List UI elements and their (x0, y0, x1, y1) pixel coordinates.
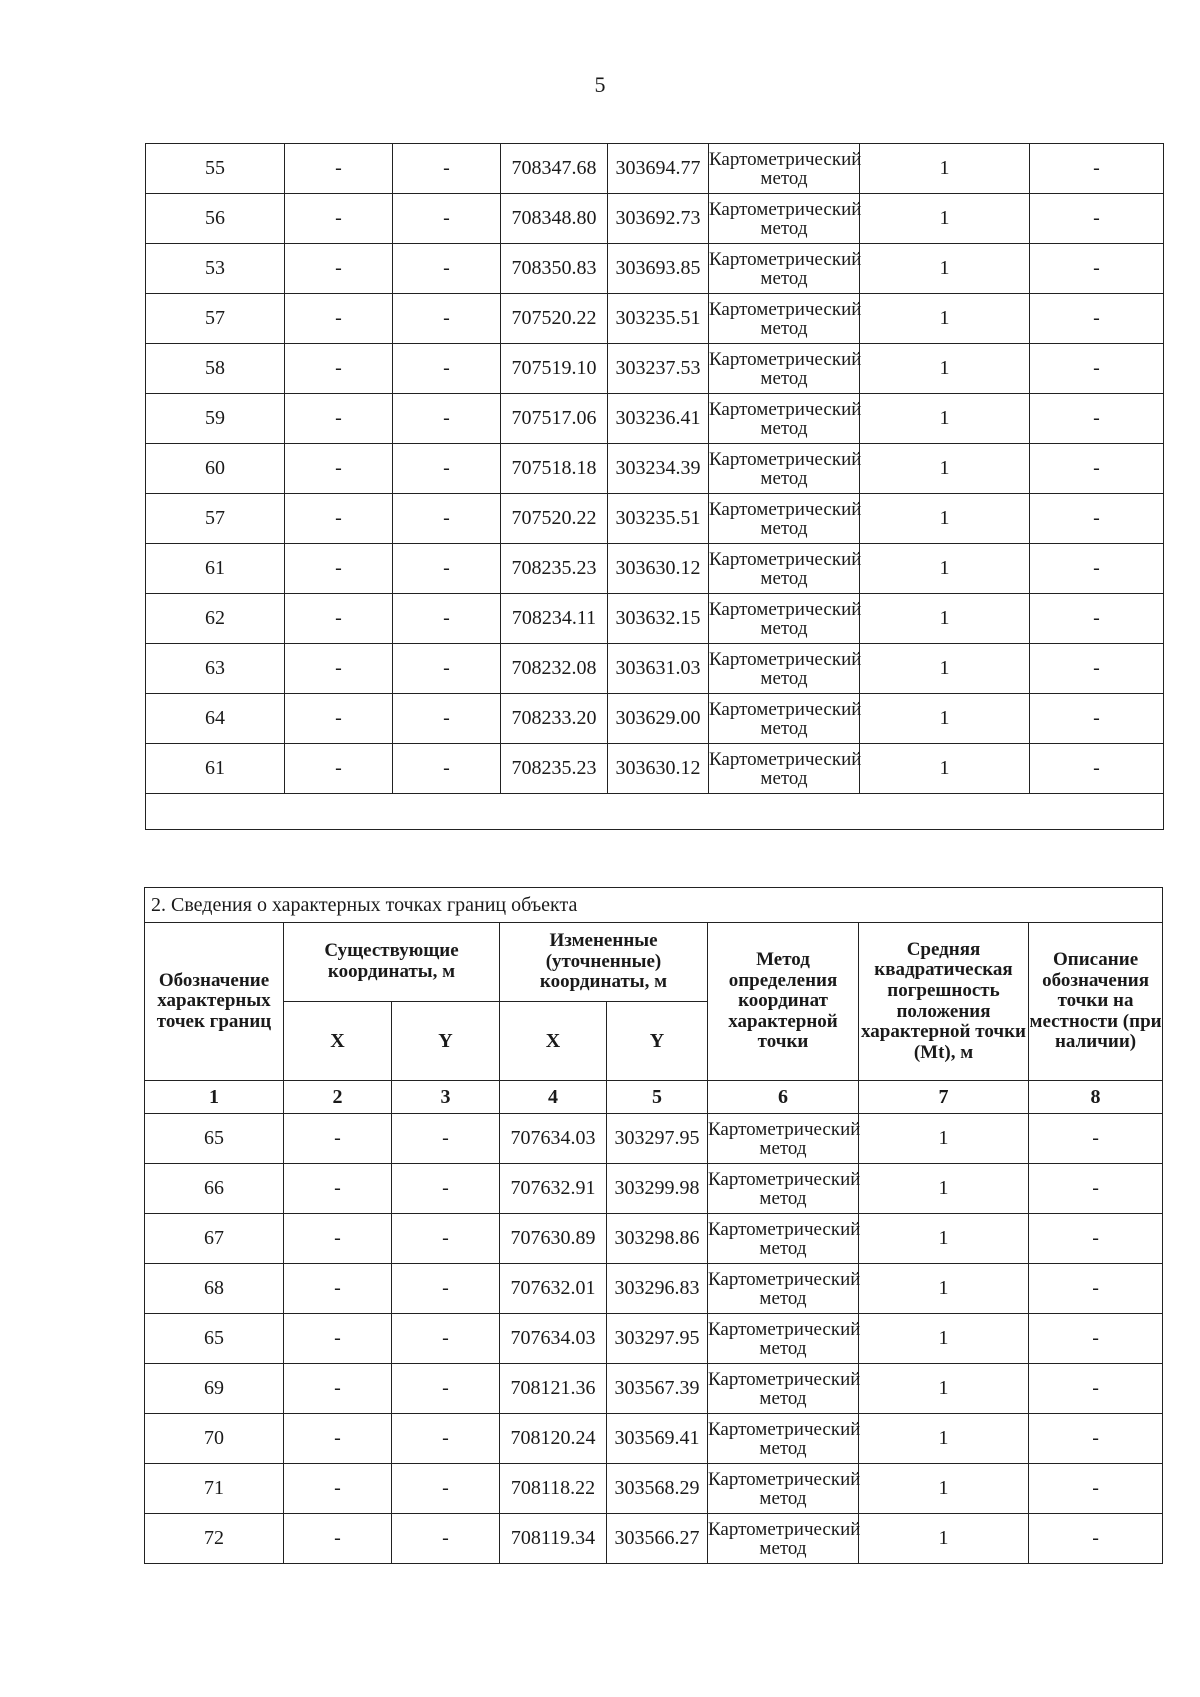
cell-existing-x: - (284, 1314, 392, 1364)
cell-description: - (1029, 1164, 1163, 1214)
cell-description: - (1030, 444, 1164, 494)
column-number: 7 (859, 1081, 1029, 1114)
cell-y: 303632.15 (608, 594, 709, 644)
column-number: 6 (708, 1081, 859, 1114)
cell-x: 708347.68 (501, 144, 608, 194)
cell-point: 57 (146, 494, 285, 544)
table-row (146, 644, 1164, 694)
empty-cell (146, 794, 1164, 830)
cell-x: 708234.11 (501, 594, 608, 644)
cell-mt: 1 (860, 594, 1030, 644)
cell-existing-x: - (284, 1214, 392, 1264)
cell-point: 63 (146, 644, 285, 694)
cell-existing-y: - (393, 294, 501, 344)
cell-existing-x: - (284, 1264, 392, 1314)
cell-existing-y: - (393, 494, 501, 544)
cell-point: 55 (146, 144, 285, 194)
table-row (146, 544, 1164, 594)
cell-method: Картометрический метод (709, 394, 860, 444)
table-row (146, 194, 1164, 244)
column-number: 5 (607, 1081, 708, 1114)
cell-mt: 1 (859, 1414, 1029, 1464)
cell-method: Картометрический метод (709, 244, 860, 294)
cell-point: 72 (145, 1514, 284, 1564)
cell-existing-y: - (392, 1364, 500, 1414)
cell-point: 67 (145, 1214, 284, 1264)
cell-description: - (1029, 1514, 1163, 1564)
table-row (146, 444, 1164, 494)
cell-existing-y: - (393, 594, 501, 644)
cell-mt: 1 (859, 1514, 1029, 1564)
cell-existing-y: - (392, 1164, 500, 1214)
cell-description: - (1030, 744, 1164, 794)
cell-existing-y: - (393, 444, 501, 494)
table1-body (146, 144, 1164, 830)
cell-existing-y: - (392, 1464, 500, 1514)
cell-existing-y: - (393, 744, 501, 794)
table-caption: 2. Сведения о характерных точках границ объекта (145, 888, 1163, 923)
table-row (145, 1114, 1163, 1164)
cell-y: 303630.12 (608, 544, 709, 594)
table-row (146, 694, 1164, 744)
cell-mt: 1 (859, 1114, 1029, 1164)
cell-method: Картометрический метод (709, 294, 860, 344)
cell-mt: 1 (860, 244, 1030, 294)
table-row (145, 1464, 1163, 1514)
cell-existing-x: - (284, 1514, 392, 1564)
cell-description: - (1030, 544, 1164, 594)
cell-existing-x: - (285, 644, 393, 694)
table-row (145, 1164, 1163, 1214)
cell-existing-x: - (284, 1164, 392, 1214)
cell-mt: 1 (860, 544, 1030, 594)
cell-x: 708350.83 (501, 244, 608, 294)
cell-method: Картометрический метод (709, 644, 860, 694)
cell-method: Картометрический метод (709, 494, 860, 544)
cell-y: 303631.03 (608, 644, 709, 694)
cell-mt: 1 (860, 194, 1030, 244)
table-row (146, 594, 1164, 644)
cell-existing-y: - (393, 244, 501, 294)
cell-x: 707518.18 (501, 444, 608, 494)
cell-x: 707519.10 (501, 344, 608, 394)
cell-y: 303629.00 (608, 694, 709, 744)
table-row (146, 294, 1164, 344)
cell-x: 708235.23 (501, 544, 608, 594)
cell-point: 53 (146, 244, 285, 294)
cell-description: - (1030, 294, 1164, 344)
cell-method: Картометрический метод (709, 194, 860, 244)
cell-x: 708121.36 (500, 1364, 607, 1414)
table-row (145, 1514, 1163, 1564)
column-number: 4 (500, 1081, 607, 1114)
cell-method: Картометрический метод (709, 344, 860, 394)
cell-point: 68 (145, 1264, 284, 1314)
header-description: Описание обозначения точки на местности (при наличии) (1029, 923, 1163, 1081)
column-number: 3 (392, 1081, 500, 1114)
cell-y: 303299.98 (607, 1164, 708, 1214)
cell-description: - (1029, 1114, 1163, 1164)
cell-point: 69 (145, 1364, 284, 1414)
cell-y: 303298.86 (607, 1214, 708, 1264)
cell-mt: 1 (860, 294, 1030, 344)
column-number: 8 (1029, 1081, 1163, 1114)
cell-point: 57 (146, 294, 285, 344)
cell-method: Картометрический метод (708, 1364, 859, 1414)
header-existing-y: Y (392, 1002, 500, 1081)
cell-method: Картометрический метод (708, 1514, 859, 1564)
cell-existing-x: - (284, 1464, 392, 1514)
header-existing-x: X (284, 1002, 392, 1081)
cell-existing-y: - (392, 1214, 500, 1264)
cell-method: Картометрический метод (708, 1214, 859, 1264)
cell-y: 303237.53 (608, 344, 709, 394)
cell-description: - (1030, 344, 1164, 394)
cell-y: 303296.83 (607, 1264, 708, 1314)
cell-existing-x: - (285, 694, 393, 744)
cell-point: 58 (146, 344, 285, 394)
cell-point: 71 (145, 1464, 284, 1514)
cell-x: 707634.03 (500, 1314, 607, 1364)
cell-point: 60 (146, 444, 285, 494)
header-method: Метод определения координат характерной точки (708, 923, 859, 1081)
cell-y: 303692.73 (608, 194, 709, 244)
cell-description: - (1030, 394, 1164, 444)
cell-existing-x: - (285, 244, 393, 294)
header-mt: Средняя квадратическая погрешность положения характерной точки (Mt), м (859, 923, 1029, 1081)
cell-mt: 1 (859, 1314, 1029, 1364)
cell-description: - (1030, 194, 1164, 244)
cell-existing-x: - (285, 744, 393, 794)
cell-y: 303235.51 (608, 294, 709, 344)
cell-method: Картометрический метод (709, 744, 860, 794)
table-row (145, 1414, 1163, 1464)
cell-method: Картометрический метод (708, 1114, 859, 1164)
cell-x: 707517.06 (501, 394, 608, 444)
cell-method: Картометрический метод (708, 1264, 859, 1314)
table-row (146, 144, 1164, 194)
cell-x: 708120.24 (500, 1414, 607, 1464)
cell-existing-y: - (393, 544, 501, 594)
cell-y: 303234.39 (608, 444, 709, 494)
cell-y: 303568.29 (607, 1464, 708, 1514)
cell-existing-y: - (392, 1314, 500, 1364)
cell-point: 66 (145, 1164, 284, 1214)
cell-existing-x: - (285, 394, 393, 444)
cell-existing-x: - (284, 1114, 392, 1164)
cell-mt: 1 (859, 1264, 1029, 1314)
cell-mt: 1 (860, 494, 1030, 544)
cell-mt: 1 (860, 344, 1030, 394)
cell-x: 707520.22 (501, 294, 608, 344)
cell-description: - (1029, 1464, 1163, 1514)
cell-existing-x: - (285, 444, 393, 494)
cell-description: - (1029, 1314, 1163, 1364)
cell-point: 65 (145, 1314, 284, 1364)
cell-description: - (1029, 1414, 1163, 1464)
cell-existing-y: - (392, 1264, 500, 1314)
cell-y: 303236.41 (608, 394, 709, 444)
header-point: Обозначение характерных точек границ (145, 923, 284, 1081)
cell-method: Картометрический метод (709, 544, 860, 594)
cell-existing-y: - (392, 1414, 500, 1464)
cell-point: 61 (146, 744, 285, 794)
cell-description: - (1030, 644, 1164, 694)
cell-point: 61 (146, 544, 285, 594)
cell-mt: 1 (860, 644, 1030, 694)
cell-mt: 1 (860, 744, 1030, 794)
cell-y: 303235.51 (608, 494, 709, 544)
table-row (146, 244, 1164, 294)
cell-mt: 1 (860, 444, 1030, 494)
cell-y: 303297.95 (607, 1314, 708, 1364)
cell-existing-y: - (393, 344, 501, 394)
cell-method: Картометрический метод (708, 1314, 859, 1364)
table-row (146, 344, 1164, 394)
cell-method: Картометрический метод (709, 144, 860, 194)
cell-description: - (1029, 1214, 1163, 1264)
cell-description: - (1030, 494, 1164, 544)
cell-existing-x: - (284, 1364, 392, 1414)
column-number: 2 (284, 1081, 392, 1114)
cell-mt: 1 (860, 694, 1030, 744)
cell-y: 303630.12 (608, 744, 709, 794)
cell-x: 707634.03 (500, 1114, 607, 1164)
cell-point: 70 (145, 1414, 284, 1464)
cell-description: - (1029, 1364, 1163, 1414)
cell-existing-y: - (393, 144, 501, 194)
cell-x: 708235.23 (501, 744, 608, 794)
cell-existing-x: - (285, 594, 393, 644)
cell-existing-x: - (285, 194, 393, 244)
cell-existing-x: - (285, 144, 393, 194)
cell-method: Картометрический метод (708, 1164, 859, 1214)
table-row (146, 394, 1164, 444)
cell-y: 303567.39 (607, 1364, 708, 1414)
cell-method: Картометрический метод (709, 444, 860, 494)
cell-point: 59 (146, 394, 285, 444)
cell-x: 708232.08 (501, 644, 608, 694)
cell-existing-y: - (392, 1514, 500, 1564)
cell-mt: 1 (860, 144, 1030, 194)
cell-x: 708118.22 (500, 1464, 607, 1514)
coordinates-table-continued (145, 143, 1164, 830)
cell-mt: 1 (859, 1464, 1029, 1514)
cell-mt: 1 (859, 1364, 1029, 1414)
cell-existing-x: - (285, 544, 393, 594)
table-row (145, 1364, 1163, 1414)
cell-y: 303694.77 (608, 144, 709, 194)
cell-existing-y: - (392, 1114, 500, 1164)
cell-mt: 1 (860, 394, 1030, 444)
cell-description: - (1030, 594, 1164, 644)
cell-existing-x: - (284, 1414, 392, 1464)
page-number: 5 (594, 72, 606, 97)
cell-point: 62 (146, 594, 285, 644)
cell-mt: 1 (859, 1164, 1029, 1214)
cell-point: 65 (145, 1114, 284, 1164)
cell-description: - (1029, 1264, 1163, 1314)
boundary-points-table (144, 887, 1163, 1564)
header-changed-x: X (500, 1002, 607, 1081)
table2-body (145, 888, 1163, 1564)
cell-y: 303569.41 (607, 1414, 708, 1464)
cell-method: Картометрический метод (709, 694, 860, 744)
cell-point: 56 (146, 194, 285, 244)
cell-description: - (1030, 144, 1164, 194)
table-empty-row (146, 794, 1164, 830)
cell-point: 64 (146, 694, 285, 744)
header-changed-coords: Измененные (уточненные) координаты, м (500, 923, 708, 1002)
header-changed-y: Y (607, 1002, 708, 1081)
table-row (145, 1314, 1163, 1364)
cell-method: Картометрический метод (708, 1414, 859, 1464)
cell-existing-x: - (285, 294, 393, 344)
cell-x: 707632.01 (500, 1264, 607, 1314)
column-number: 1 (145, 1081, 284, 1114)
cell-y: 303566.27 (607, 1514, 708, 1564)
cell-mt: 1 (859, 1214, 1029, 1264)
cell-y: 303297.95 (607, 1114, 708, 1164)
header-existing-coords: Существующие координаты, м (284, 923, 500, 1002)
cell-existing-x: - (285, 494, 393, 544)
table-row (146, 494, 1164, 544)
cell-description: - (1030, 244, 1164, 294)
cell-method: Картометрический метод (709, 594, 860, 644)
table-row (145, 1264, 1163, 1314)
cell-existing-x: - (285, 344, 393, 394)
cell-x: 708233.20 (501, 694, 608, 744)
cell-x: 707630.89 (500, 1214, 607, 1264)
cell-x: 708348.80 (501, 194, 608, 244)
table-row (145, 1214, 1163, 1264)
cell-existing-y: - (393, 694, 501, 744)
cell-existing-y: - (393, 394, 501, 444)
table-row (146, 744, 1164, 794)
cell-existing-y: - (393, 644, 501, 694)
cell-existing-y: - (393, 194, 501, 244)
cell-y: 303693.85 (608, 244, 709, 294)
cell-x: 707632.91 (500, 1164, 607, 1214)
cell-description: - (1030, 694, 1164, 744)
cell-x: 707520.22 (501, 494, 608, 544)
cell-method: Картометрический метод (708, 1464, 859, 1514)
cell-x: 708119.34 (500, 1514, 607, 1564)
